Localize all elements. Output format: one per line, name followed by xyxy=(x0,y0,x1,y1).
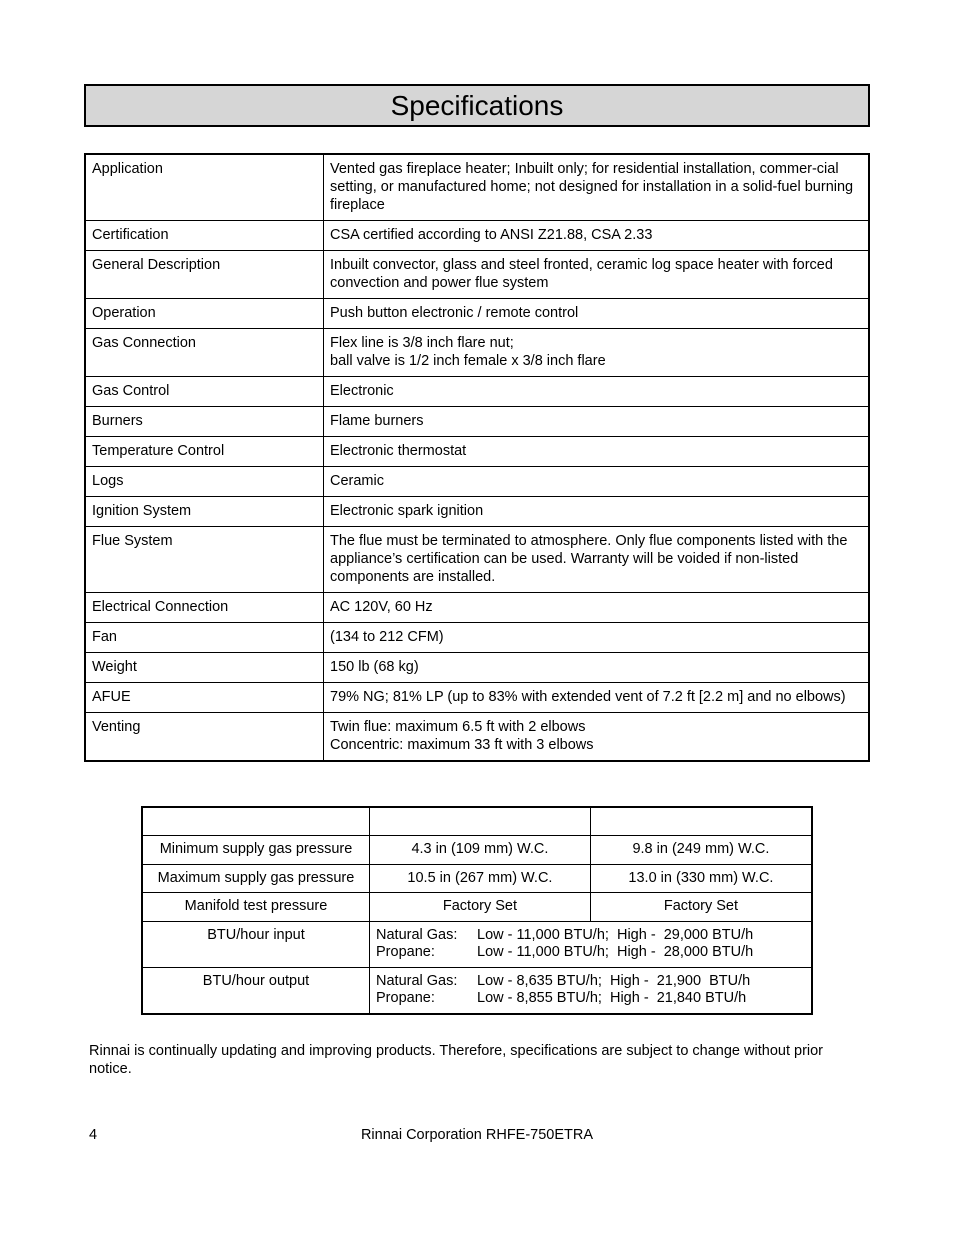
spec-value-line: Flex line is 3/8 inch flare nut; xyxy=(330,335,514,351)
spec-label: Operation xyxy=(85,299,324,329)
spec-value: Ceramic xyxy=(324,467,870,497)
spec-label: Venting xyxy=(85,713,324,762)
btu-line xyxy=(376,990,805,1008)
btu-line xyxy=(376,944,805,962)
spec-value: Electronic spark ignition xyxy=(324,497,870,527)
spec-value-line: ball valve is 1/2 inch female x 3/8 inch flare xyxy=(330,353,606,369)
pressure-row xyxy=(142,893,812,922)
gas-header-cell xyxy=(590,807,812,836)
spec-label: Gas Connection xyxy=(85,329,324,377)
spec-label: Fan xyxy=(85,623,324,653)
spec-row xyxy=(85,527,869,593)
spec-value: Flame burners xyxy=(324,407,870,437)
spec-row xyxy=(85,437,869,467)
propane-value: Factory Set xyxy=(590,893,812,922)
spec-row xyxy=(85,713,869,762)
spec-value xyxy=(324,329,870,377)
pressure-label: Manifold test pressure xyxy=(142,893,370,922)
page-number: 4 xyxy=(89,1127,98,1143)
btu-range: Low - 8,635 BTU/h; High - 21,900 BTU/h xyxy=(477,972,751,989)
btu-range: Low - 8,855 BTU/h; High - 21,840 BTU/h xyxy=(477,990,747,1006)
natural-gas-value: Factory Set xyxy=(370,893,591,922)
spec-value-line: Concentric: maximum 33 ft with 3 elbows xyxy=(330,737,594,753)
spec-row xyxy=(85,623,869,653)
spec-value: Electronic xyxy=(324,377,870,407)
title-banner xyxy=(84,84,870,127)
spec-label: Electrical Connection xyxy=(85,593,324,623)
spec-label: Logs xyxy=(85,467,324,497)
fuel-type: Natural Gas: xyxy=(376,972,458,989)
spec-value: Inbuilt convector, glass and steel fronted, ceramic log space heater with forced convection and power flue system xyxy=(324,251,870,299)
spec-row xyxy=(85,593,869,623)
propane-value: 13.0 in (330 mm) W.C. xyxy=(590,864,812,893)
fuel-type: Natural Gas: xyxy=(376,926,458,943)
btu-line xyxy=(376,927,805,945)
natural-gas-value: 10.5 in (267 mm) W.C. xyxy=(370,864,591,893)
spec-value: Push button electronic / remote control xyxy=(324,299,870,329)
specifications-table xyxy=(84,153,870,762)
spec-label: General Description xyxy=(85,251,324,299)
spec-value: 79% NG; 81% LP (up to 83% with extended vent of 7.2 ft [2.2 m] and no elbows) xyxy=(324,683,870,713)
gas-pressure-table xyxy=(141,806,813,1015)
spec-value: (134 to 212 CFM) xyxy=(324,623,870,653)
spec-value: CSA certified according to ANSI Z21.88, CSA 2.33 xyxy=(324,221,870,251)
spec-label: Burners xyxy=(85,407,324,437)
spec-value: AC 120V, 60 Hz xyxy=(324,593,870,623)
spec-row xyxy=(85,221,869,251)
spec-value xyxy=(324,713,870,762)
spec-row xyxy=(85,154,869,221)
spec-value: The flue must be terminated to atmosphere. Only flue components listed with the appliance’s certification can be used. Warranty will be voided if non-listed components are installed. xyxy=(324,527,870,593)
spec-row xyxy=(85,497,869,527)
pressure-label: Minimum supply gas pressure xyxy=(142,836,370,865)
spec-row xyxy=(85,329,869,377)
gas-header-cell xyxy=(370,807,591,836)
btu-values xyxy=(370,967,813,1014)
spec-value-line: Twin flue: maximum 6.5 ft with 2 elbows xyxy=(330,719,586,735)
btu-row xyxy=(142,921,812,967)
footer-document-title: Rinnai Corporation RHFE-750ETRA xyxy=(360,1127,594,1143)
gas-table-header-row xyxy=(142,807,812,836)
pressure-row xyxy=(142,864,812,893)
btu-label: BTU/hour input xyxy=(142,921,370,967)
spec-label: Weight xyxy=(85,653,324,683)
page-title: Specifications xyxy=(390,89,564,121)
spec-row xyxy=(85,467,869,497)
spec-row xyxy=(85,377,869,407)
natural-gas-value: 4.3 in (109 mm) W.C. xyxy=(370,836,591,865)
spec-row xyxy=(85,251,869,299)
spec-label: Temperature Control xyxy=(85,437,324,467)
pressure-label: Maximum supply gas pressure xyxy=(142,864,370,893)
spec-label: Ignition System xyxy=(85,497,324,527)
spec-row xyxy=(85,407,869,437)
spec-label: AFUE xyxy=(85,683,324,713)
spec-row xyxy=(85,683,869,713)
propane-value: 9.8 in (249 mm) W.C. xyxy=(590,836,812,865)
disclaimer-note: Rinnai is continually updating and improving products. Therefore, specifications are subject to change without prior notice. xyxy=(89,1043,824,1077)
spec-row xyxy=(85,299,869,329)
spec-label: Certification xyxy=(85,221,324,251)
btu-label: BTU/hour output xyxy=(142,967,370,1014)
gas-header-cell xyxy=(142,807,370,836)
spec-value: Electronic thermostat xyxy=(324,437,870,467)
btu-row xyxy=(142,967,812,1014)
pressure-row xyxy=(142,836,812,865)
btu-line xyxy=(376,973,805,991)
spec-value: Vented gas fireplace heater; Inbuilt only; for residential installation, commer-cial setting, or manufactured home; not designed for installation in a solid-fuel burning fireplace xyxy=(324,154,870,221)
spec-label: Application xyxy=(85,154,324,221)
fuel-type: Propane: xyxy=(376,944,435,960)
btu-range: Low - 11,000 BTU/h; High - 29,000 BTU/h xyxy=(477,926,754,943)
btu-range: Low - 11,000 BTU/h; High - 28,000 BTU/h xyxy=(477,944,754,960)
spec-row xyxy=(85,653,869,683)
btu-values xyxy=(370,921,813,967)
spec-label: Flue System xyxy=(85,527,324,593)
fuel-type: Propane: xyxy=(376,990,435,1006)
spec-label: Gas Control xyxy=(85,377,324,407)
spec-value: 150 lb (68 kg) xyxy=(324,653,870,683)
